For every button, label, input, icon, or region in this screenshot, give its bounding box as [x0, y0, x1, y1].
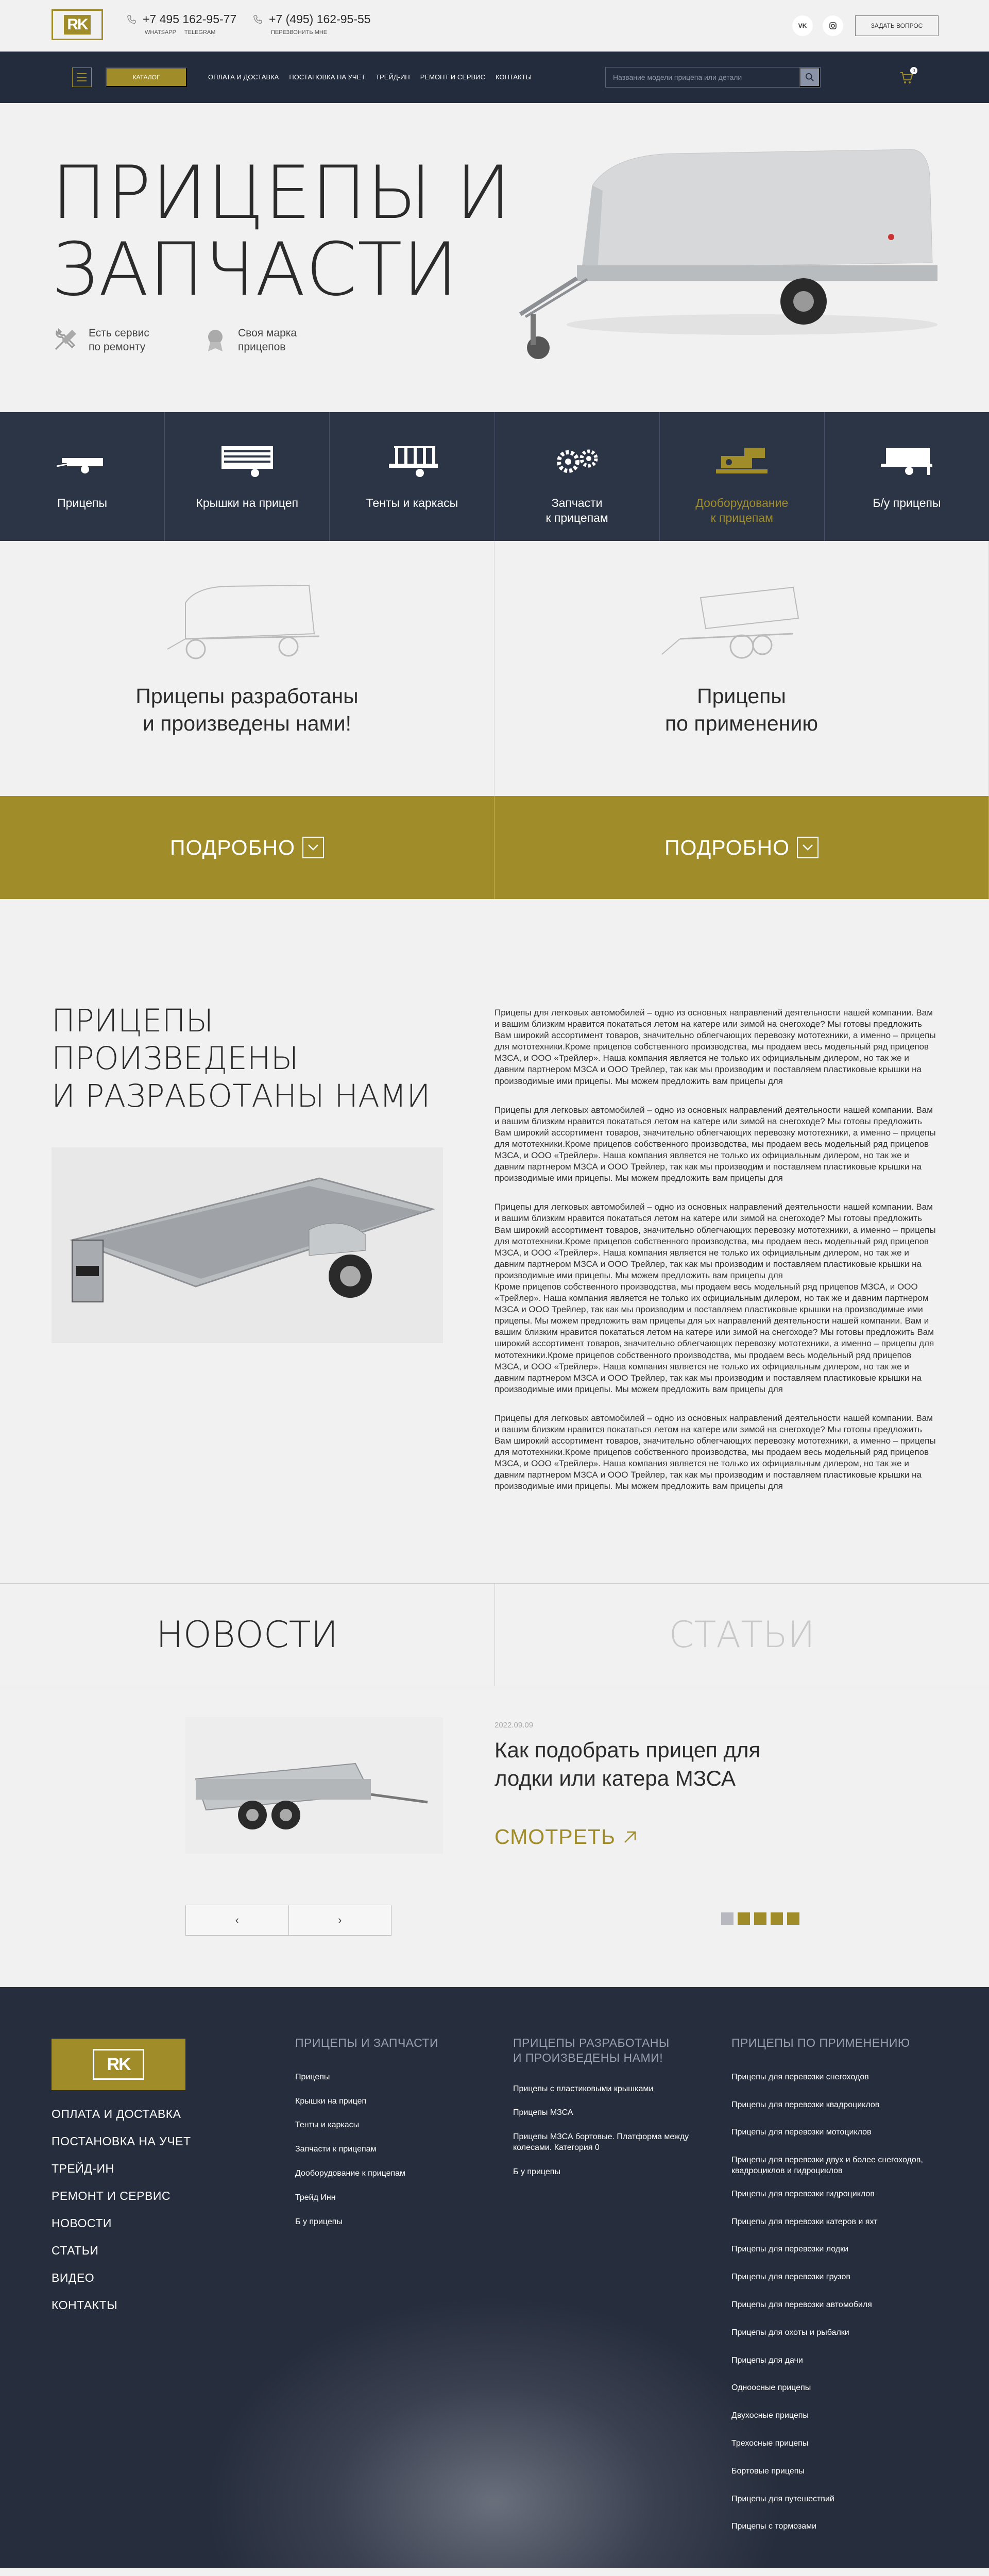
nav-repair-service[interactable]: РЕМОНТ И СЕРВИС — [420, 73, 485, 81]
news-tabs — [0, 1583, 989, 1686]
footer-menu-payment[interactable]: ОПЛАТА И ДОСТАВКА — [52, 2107, 181, 2121]
footer-link[interactable]: Запчасти к прицепам — [295, 2145, 377, 2154]
footer — [0, 1987, 989, 2576]
nav-payment-delivery[interactable]: ОПЛАТА И ДОСТАВКА — [208, 73, 279, 81]
news-image — [185, 1717, 443, 1854]
footer-link[interactable]: Прицепы — [295, 2072, 330, 2081]
pager-dot-5[interactable] — [787, 1912, 799, 1925]
logo-text: RK — [64, 15, 90, 35]
search-box — [605, 67, 821, 88]
category-strip — [0, 412, 989, 541]
search-button[interactable] — [799, 67, 820, 87]
trailer-sketch-icon — [165, 582, 330, 670]
footer-bottom — [0, 2568, 989, 2576]
news-dots — [721, 1912, 799, 1925]
category-parts[interactable] — [495, 412, 660, 541]
logo[interactable] — [52, 9, 103, 40]
nav-registration[interactable]: ПОСТАНОВКА НА УЧЕТ — [289, 73, 366, 81]
instagram-icon[interactable] — [823, 15, 843, 36]
footer-link[interactable]: Прицепы для перевозки мотоциклов — [731, 2128, 872, 2137]
ask-question-button[interactable]: ЗАДАТЬ ВОПРОС — [855, 15, 939, 36]
card-our-trailers[interactable] — [0, 541, 494, 796]
tab-articles[interactable]: СТАТЬИ — [669, 1614, 815, 1656]
about-title: ПРИЦЕПЫ ПРОИЗВЕДЕНЫ И РАЗРАБОТАНЫ НАМИ — [52, 1003, 431, 1115]
category-equipment-label: Дооборудование к прицепам — [695, 496, 789, 524]
feature-service — [52, 326, 149, 354]
footer-menu-repair[interactable]: РЕМОНТ И СЕРВИС — [52, 2189, 170, 2202]
arrow-up-right-icon — [622, 1829, 638, 1845]
card-by-application[interactable] — [494, 541, 989, 796]
about-paragraph-2: Прицепы для легковых автомобилей – одно из основных направлений деятельности нашей компании. Вам и вашим близким нравится покататься летом на катере или зимой на снегоходе? Мы готовы предложить Вам широкий ассортимент товаров, значительно облегчающих перевозку мототехники, а именно – прицепы для мототехники.Кроме прицепов собственного производства, мы продаем весь модельный ряд прицепов МЗСА, и ООО «Трейлер». Наша компания является не только их официальным дилером, но так же и давним партнером МЗСА и ООО Трейлер, так как мы производим и поставляем пластиковые крышки на производимые ими прицепы. Мы можем предложить вам прицепы для — [494, 1105, 936, 1183]
callback-link[interactable]: ПЕРЕЗВОНИТЬ МНЕ — [271, 29, 328, 36]
footer-link[interactable]: Прицепы для перевозки лодки — [731, 2245, 849, 2254]
footer-link[interactable]: Прицепы для перевозки гидроциклов — [731, 2189, 875, 2198]
footer-col1-title: ПРИЦЕПЫ И ЗАПЧАСТИ — [295, 2036, 439, 2049]
footer-menu-trade-in[interactable]: ТРЕЙД-ИН — [52, 2162, 114, 2175]
medal-icon — [201, 326, 230, 354]
more-button-1-label: ПОДРОБНО — [170, 835, 295, 859]
category-tents-label: Тенты и каркасы — [366, 496, 458, 510]
whatsapp-link[interactable]: WHATSAPP — [145, 29, 176, 36]
footer-link[interactable]: Прицепы для перевозки снегоходов — [731, 2072, 869, 2081]
news-more-label: СМОТРЕТЬ — [494, 1825, 616, 1849]
frame-icon — [384, 443, 440, 479]
hero-trailer-image — [510, 144, 937, 371]
about-paragraph-4: Прицепы для легковых автомобилей – одно из основных направлений деятельности нашей компании. Вам и вашим близким нравится покататься летом на катере или зимой на снегоходе? Мы готовы предложить Вам широкий ассортимент товаров, значительно облегчающих перевозку мототехники, а именно – прицепы для мототехники.Кроме прицепов собственного производства, мы продаем весь модельный ряд прицепов МЗСА, и ООО «Трейлер». Наша компания является не только их официальным дилером, но так же и давним партнером МЗСА и ООО Трейлер, так как мы производим и поставляем пластиковые крышки на производимые ими прицепы. Мы можем предложить вам прицепы для — [494, 1413, 936, 1492]
catalog-button[interactable]: КАТАЛОГ — [106, 67, 187, 87]
footer-link[interactable]: Прицепы для перевозки грузов — [731, 2273, 850, 2282]
nav-links — [208, 73, 532, 81]
category-parts-label: Запчасти к прицепам — [545, 496, 608, 524]
footer-link[interactable]: Двухосные прицепы — [731, 2411, 809, 2420]
chevron-down-icon — [302, 837, 324, 858]
pager-dot-2[interactable] — [738, 1912, 750, 1925]
tools-icon — [52, 326, 80, 354]
footer-link[interactable]: Дооборудование к прицепам — [295, 2168, 406, 2178]
footer-logo[interactable] — [52, 2039, 185, 2090]
footer-logo-text: RK — [93, 2049, 144, 2080]
footer-link[interactable]: Прицепы с тормозами — [731, 2522, 817, 2531]
footer-col-our-trailers — [513, 2036, 709, 2191]
pager-dot-3[interactable] — [754, 1912, 766, 1925]
trailer-icon — [57, 446, 108, 477]
category-used-label: Б/у прицепы — [873, 496, 941, 510]
cart-button[interactable] — [899, 68, 917, 87]
footer-link[interactable]: Прицепы МЗСА — [513, 2108, 573, 2117]
footer-link[interactable]: Трехосные прицепы — [731, 2438, 809, 2448]
footer-link[interactable]: Прицепы для дачи — [731, 2355, 803, 2365]
footer-menu-contacts[interactable]: КОНТАКТЫ — [52, 2298, 118, 2312]
footer-menu-articles[interactable]: СТАТЬИ — [52, 2244, 99, 2257]
footer-col-by-application — [731, 2036, 948, 2549]
footer-link[interactable]: Прицепы с пластиковыми крышками — [513, 2084, 654, 2093]
next-button[interactable]: › — [338, 1913, 342, 1926]
footer-link[interactable]: Б у прицепы — [295, 2217, 343, 2226]
feature-brand — [201, 326, 297, 354]
feature-service-text: Есть сервис по ремонту — [89, 327, 149, 353]
about-trailer-image — [52, 1147, 443, 1343]
about-text — [494, 1007, 937, 1510]
tab-news[interactable]: НОВОСТИ — [0, 1584, 495, 1686]
footer-menu-video[interactable]: ВИДЕО — [52, 2271, 95, 2284]
news-title[interactable]: Как подобрать прицеп для лодки или катера МЗСА — [494, 1738, 761, 1790]
phone-1[interactable]: +7 495 162-95-77 — [143, 12, 237, 26]
about-paragraph-3: Прицепы для легковых автомобилей – одно из основных направлений деятельности нашей компании. Вам и вашим близким нравится покататься летом на катере или зимой на снегоходе? Мы готовы предложить Вам широкий ассортимент товаров, значительно облегчающих перевозку мототехники, а именно – прицепы для мототехники.Кроме прицепов собственного производства, мы продаем весь модельный ряд прицепов МЗСА, и ООО «Трейлер». Наша компания является не только их официальным дилером, но так же и давним партнером МЗСА и ООО Трейлер, так как мы производим и поставляем пластиковые крышки на производимые ими прицепы. Мы можем предложить вам прицепы для Кроме прицепов собственного производства, мы продаем весь модельный ряд прицепов МЗСА, и ООО «Трейлер». Наша компания является не только их официальным дилером, но так же и давним партнером МЗСА и ООО Трейлер, так как мы производим и поставляем пластиковые крышки на производимые ими прицепы. Мы можем предложить вам прицепы для ых направлений деятельности нашей компании. Вам и вашим близким нравится покататься летом на катере или зимой на снегоходе? Мы готовы предложить Вам широкий ассортимент товаров, значительно облегчающих перевозку мототехники, а именно – прицепы для мототехники.Кроме прицепов собственного производства, мы продаем весь модельный ряд прицепов МЗСА, и ООО «Трейлер». Наша компания является не только их официальным дилером, но так же и давним партнером МЗСА и ООО Трейлер, так как мы производим и поставляем пластиковые крышки на производимые ими прицепы. Мы можем предложить вам прицепы для — [494, 1202, 936, 1394]
prev-button[interactable]: ‹ — [186, 1905, 289, 1935]
pager-dot-1[interactable] — [721, 1912, 734, 1925]
cart-count: 0 — [910, 67, 917, 74]
footer-link[interactable]: Тенты и каркасы — [295, 2121, 360, 2130]
category-tents[interactable] — [330, 412, 494, 541]
footer-col2-title: ПРИЦЕПЫ РАЗРАБОТАНЫ И ПРОИЗВЕДЕНЫ НАМИ! — [513, 2036, 670, 2064]
about-paragraph-1: Прицепы для легковых автомобилей – одно из основных направлений деятельности нашей компании. Вам и вашим близким нравится покататься летом на катере или зимой на снегоходе? Мы готовы предложить Вам широкий ассортимент товаров, значительно облегчающих перевозку мототехники, а именно – прицепы для мототехники.Кроме прицепов собственного производства, мы продаем весь модельный ряд прицепов МЗСА, и ООО «Трейлер». Наша компания является не только их официальным дилером, но так же и давним партнером МЗСА и ООО Трейлер, так как мы производим и поставляем пластиковые крышки на производимые ими прицепы. Мы можем предложить вам прицепы для — [494, 1008, 936, 1086]
phone-icon — [126, 14, 138, 25]
phone-block-1 — [126, 12, 236, 36]
footer-link[interactable]: Прицепы для перевозки двух и более снегоходов, квадроциклов и гидроциклов — [731, 2156, 923, 2175]
used-trailer-icon — [878, 443, 935, 479]
news-date: 2022.09.09 — [494, 1721, 534, 1730]
category-trailers-label: Прицепы — [57, 496, 108, 510]
instagram-glyph — [829, 22, 837, 30]
cover-icon — [219, 443, 276, 479]
search-input[interactable] — [606, 67, 799, 87]
phone-2[interactable]: +7 (495) 162-95-55 — [269, 12, 371, 26]
hero-title-line2: ЗАПЧАСТИ — [52, 227, 458, 313]
burger-menu-icon[interactable] — [72, 67, 92, 87]
category-covers[interactable] — [165, 412, 330, 541]
more-button-2[interactable] — [494, 796, 989, 899]
category-trailers[interactable] — [0, 412, 165, 541]
footer-link[interactable]: Прицепы МЗСА бортовые. Платформа между колесами. Категория 0 — [513, 2132, 689, 2152]
vk-icon[interactable] — [792, 15, 813, 36]
footer-link[interactable]: Б у прицепы — [513, 2167, 560, 2176]
footer-menu — [52, 2107, 191, 2312]
footer-link[interactable]: Прицепы для путешествий — [731, 2494, 834, 2503]
tipper-trailer-icon — [659, 582, 824, 670]
gears-icon — [549, 443, 605, 479]
top-bar — [0, 0, 989, 52]
footer-link[interactable]: Одноосные прицепы — [731, 2383, 811, 2393]
footer-col3-title: ПРИЦЕПЫ ПО ПРИМЕНЕНИЮ — [731, 2036, 910, 2049]
pager-dot-4[interactable] — [771, 1912, 783, 1925]
news-pager — [185, 1905, 391, 1936]
footer-link[interactable]: Прицепы для охоты и рыбалки — [731, 2328, 849, 2337]
chevron-down-icon — [797, 837, 819, 858]
footer-col-trailers-parts — [295, 2036, 481, 2241]
nav-trade-in[interactable]: ТРЕЙД-ИН — [376, 73, 410, 81]
card-our-trailers-title: Прицепы разработаны и произведены нами! — [135, 684, 359, 736]
footer-link[interactable]: Крышки на прицеп — [295, 2096, 367, 2106]
footer-menu-registration[interactable]: ПОСТАНОВКА НА УЧЕТ — [52, 2134, 191, 2148]
search-icon — [805, 73, 814, 82]
card-by-application-title: Прицепы по применению — [664, 684, 819, 736]
category-equipment[interactable] — [660, 412, 825, 541]
phone-block-2 — [252, 12, 371, 36]
category-used[interactable] — [825, 412, 989, 541]
hero-title-line1: ПРИЦЕПЫ И — [52, 150, 511, 235]
category-covers-label: Крышки на прицеп — [196, 496, 299, 510]
more-button-2-label: ПОДРОБНО — [664, 835, 790, 859]
vk-label: VK — [798, 22, 807, 29]
footer-link[interactable]: Трейд Инн — [295, 2193, 336, 2202]
footer-link[interactable]: Прицепы для перевозки квадроциклов — [731, 2100, 880, 2109]
footer-menu-news[interactable]: НОВОСТИ — [52, 2216, 112, 2230]
feature-brand-text: Своя марка прицепов — [238, 327, 297, 353]
main-nav — [0, 52, 989, 103]
footer-link[interactable]: Прицепы для перевозки катеров и яхт — [731, 2217, 878, 2226]
footer-link[interactable]: Прицепы для перевозки автомобиля — [731, 2300, 872, 2309]
more-button-1[interactable] — [0, 796, 494, 899]
telegram-link[interactable]: TELEGRAM — [184, 29, 216, 36]
phone-icon — [252, 14, 264, 25]
nav-contacts[interactable]: КОНТАКТЫ — [496, 73, 532, 81]
hero-title — [52, 150, 511, 313]
news-more-link[interactable] — [494, 1825, 638, 1849]
winch-icon — [713, 440, 770, 482]
footer-link[interactable]: Бортовые прицепы — [731, 2466, 805, 2476]
